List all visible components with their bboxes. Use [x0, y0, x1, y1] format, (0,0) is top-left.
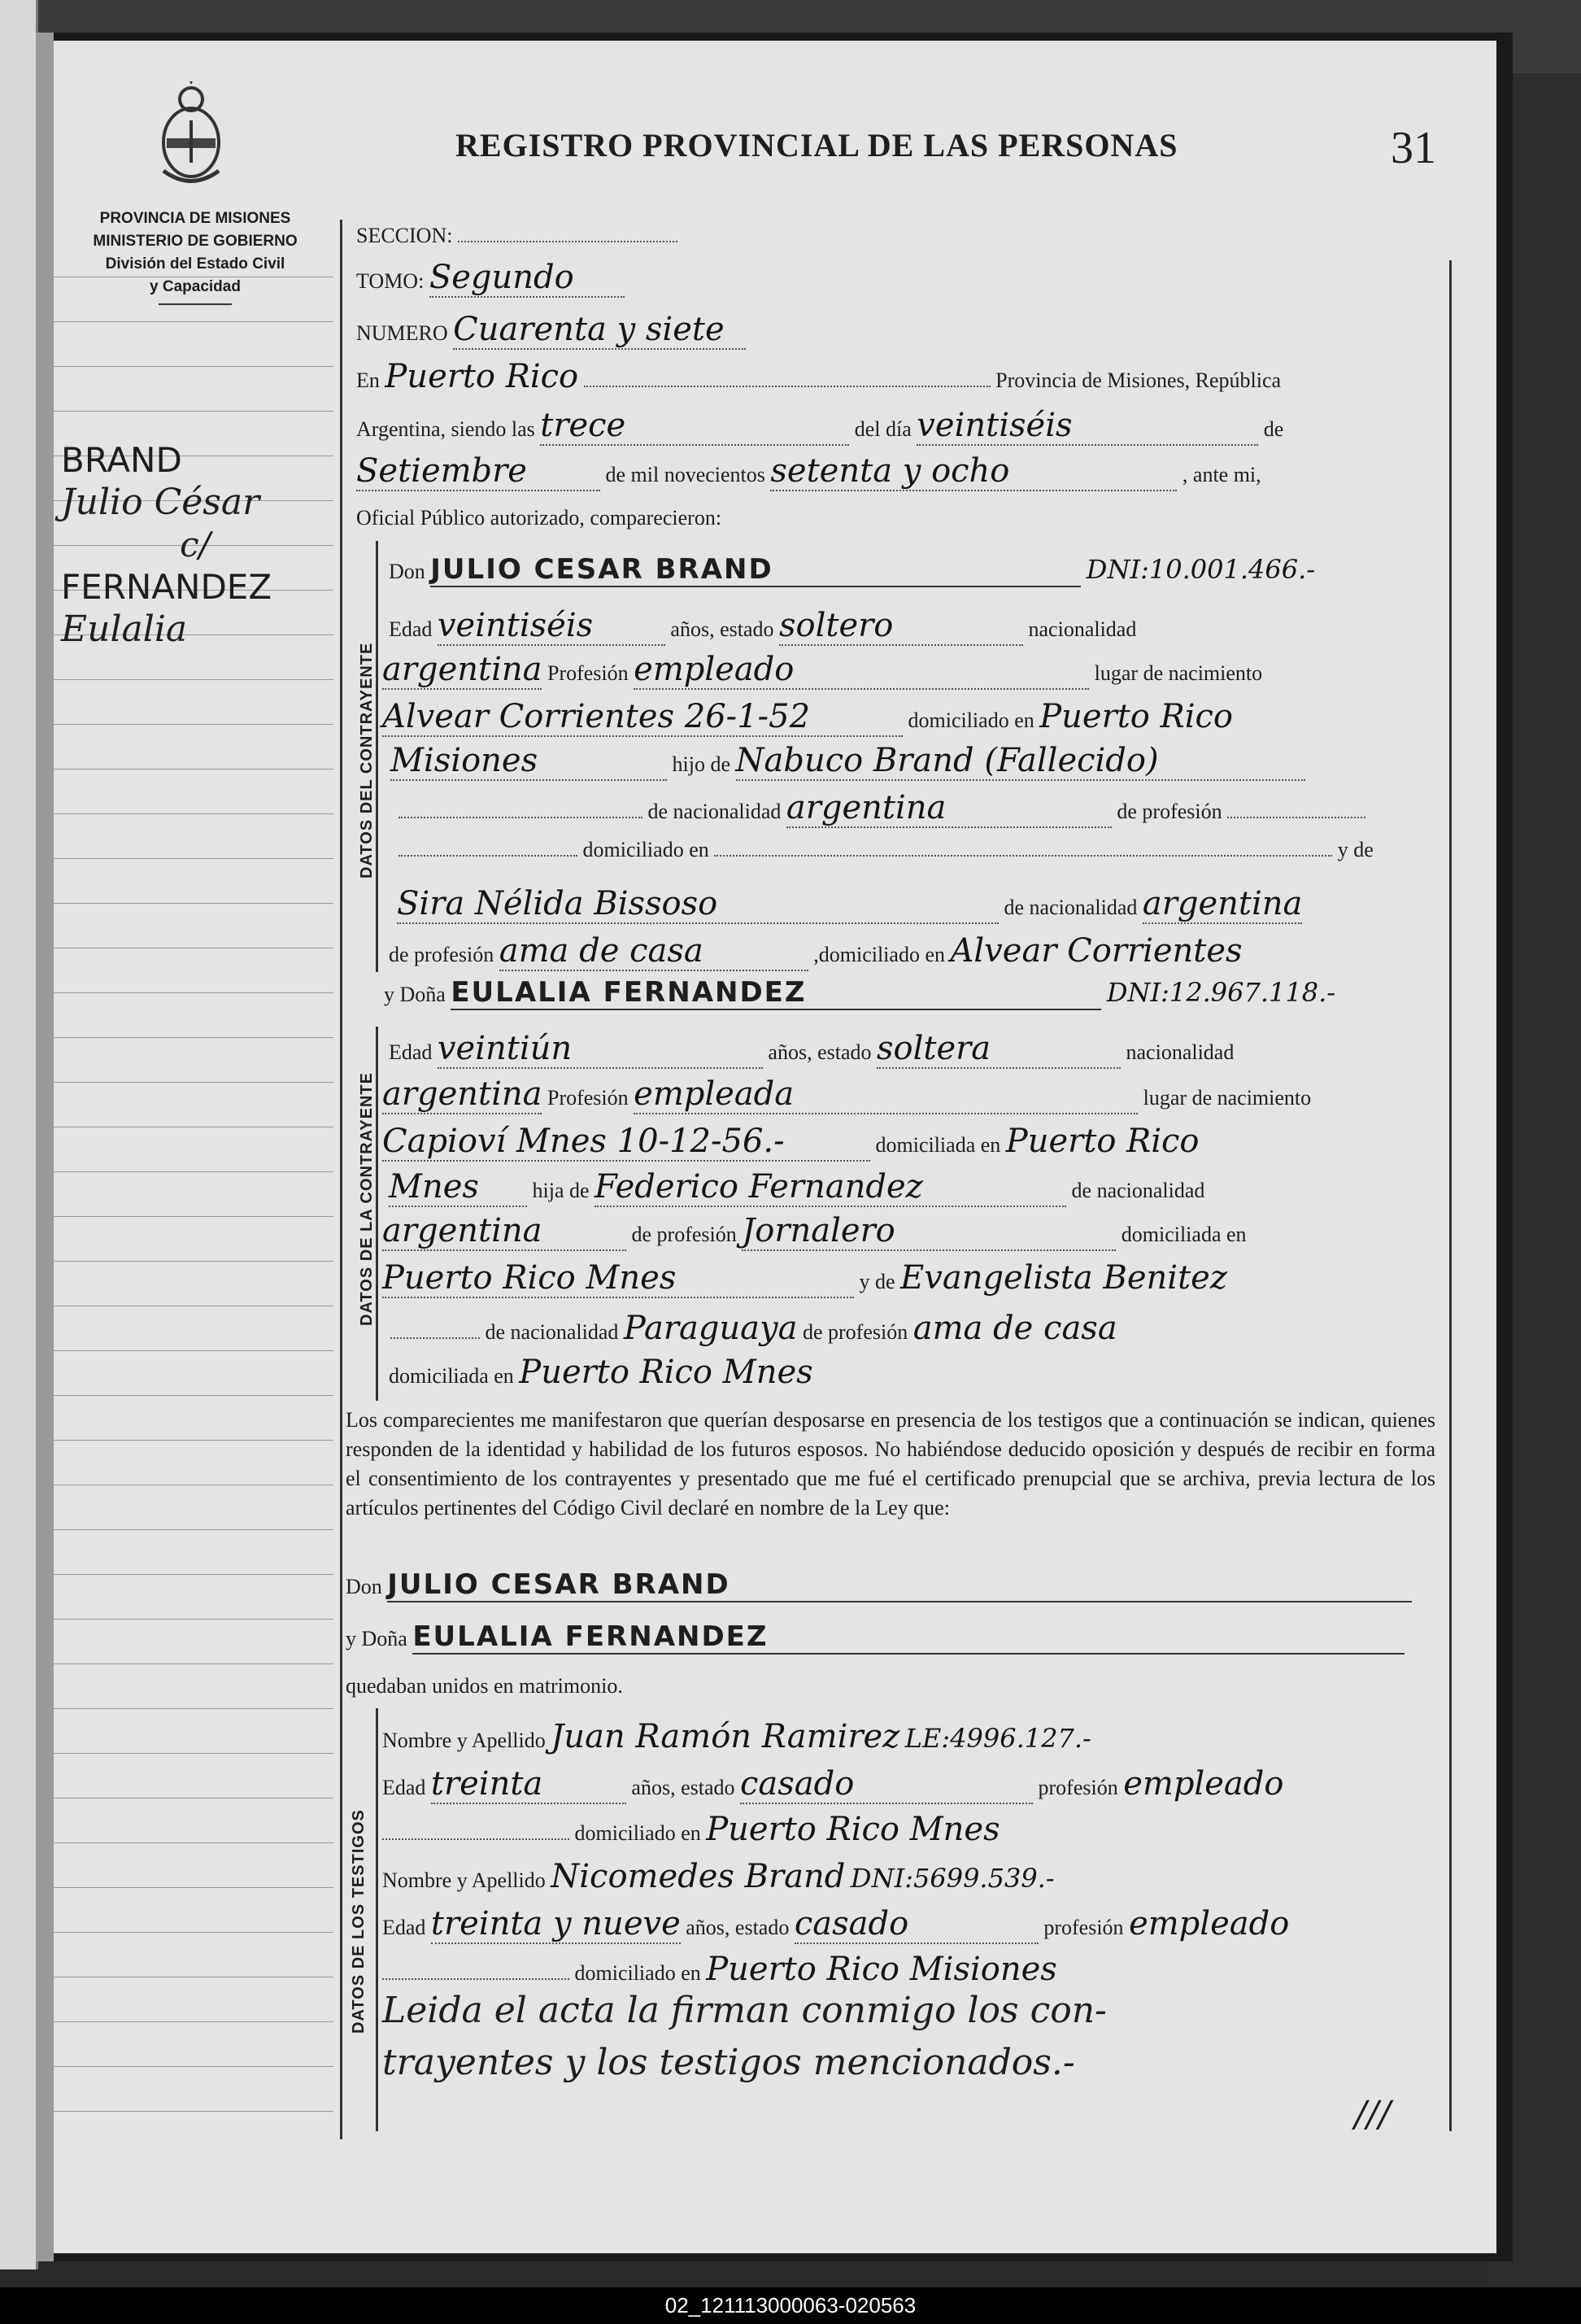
de-nacionalidad-label-2: de nacionalidad — [1071, 1179, 1205, 1202]
testigo2-nombre: Nicomedes Brand — [551, 1858, 846, 1895]
margin-name-2: Eulalia — [61, 608, 188, 650]
tomo-value: Segundo — [429, 259, 625, 298]
declaration-dona-row — [346, 1620, 1405, 1655]
testigo2-nombre-row — [382, 1858, 1055, 1895]
closing-statement — [382, 1985, 1439, 2141]
domiciliada-label: domiciliada en — [875, 1133, 1001, 1157]
contrayente-side-label: DATOS DEL CONTRAYENTE — [358, 642, 376, 879]
form-left-border — [340, 220, 342, 2139]
margin-rule-line — [49, 2111, 333, 2112]
testigo-domiciliado-label-2: domiciliado en — [574, 1961, 701, 1985]
testigo1-doc: LE:4996.127.- — [904, 1723, 1091, 1754]
margin-rule-line — [49, 366, 333, 367]
margin-rule-line — [49, 1619, 333, 1620]
mes-value: Setiembre — [356, 452, 600, 491]
profesion-label-2: Profesión — [547, 1086, 629, 1110]
don-label: Don — [389, 560, 425, 583]
contrayenta-dni: DNI:12.967.118.- — [1106, 977, 1336, 1008]
contrayenta-edad-row — [389, 1030, 1234, 1069]
org-province: PROVINCIA DE MISIONES — [99, 210, 291, 227]
closing-line-2: trayentes y los testigos mencionados.- — [382, 2042, 1075, 2083]
testigo2-profesion: empleado — [1129, 1905, 1290, 1942]
contrayente-domicilio-2: Misiones — [390, 742, 667, 781]
margin-rule-line — [49, 411, 333, 412]
contrayenta-profesion: empleada — [634, 1075, 1138, 1114]
padre-prof-blank — [1227, 817, 1365, 818]
numero-label: NUMERO — [356, 321, 448, 345]
margin-rule-line — [49, 1753, 333, 1754]
margin-rule-line — [49, 769, 333, 770]
testigo1-estado: casado — [740, 1765, 1033, 1804]
margin-rule-line — [49, 1798, 333, 1799]
fecha-row — [356, 452, 1261, 491]
contrayenta-domicilio: Puerto Rico — [1005, 1123, 1200, 1160]
form-right-border — [1449, 260, 1452, 2131]
contrayenta-estado: soltera — [877, 1030, 1121, 1069]
margin-rule-line — [49, 1529, 333, 1530]
contrayenta-madre-nac: Paraguaya — [623, 1310, 798, 1347]
padre-dom-label-2: domiciliada en — [1121, 1223, 1247, 1246]
testigo1-dom-row — [382, 1811, 1000, 1848]
madre-blank-2 — [390, 1337, 480, 1339]
margin-rule-line — [49, 903, 333, 904]
madre-dom-label-2: domiciliada en — [389, 1364, 514, 1388]
margin-annotation — [61, 439, 329, 651]
contrayente-padre-dom-row — [399, 838, 1374, 862]
closing-line-1: Leida el acta la firman conmigo los con- — [382, 1990, 1107, 2031]
declaration-dona-name: EULALIA FERNANDEZ — [412, 1620, 1405, 1655]
madre-dom-label: ,domiciliado en — [813, 943, 945, 966]
tomo-label: TOMO: — [356, 269, 425, 293]
contrayente-padre-nac-row — [399, 789, 1365, 828]
contrayente-profesion: empleado — [634, 651, 1089, 690]
margin-rule-line — [49, 2021, 333, 2022]
contrayenta-edad: veintiún — [438, 1030, 763, 1069]
testigo1-domicilio: Puerto Rico Mnes — [706, 1811, 1000, 1848]
dia-value: veintiséis — [917, 407, 1258, 446]
margin-rule-line — [49, 1395, 333, 1396]
margin-rule-line — [49, 1037, 333, 1038]
anio-value: setenta y ocho — [770, 452, 1177, 491]
contrayenta-padre-prof: Jornalero — [742, 1212, 1116, 1251]
contrayente-madre-dom: Alvear Corrientes — [950, 932, 1243, 970]
contrayente-prof-row — [382, 651, 1262, 690]
contrayenta-lugar-nac: Capioví Mnes 10-12-56.- — [382, 1123, 870, 1162]
anios-label: años, estado — [670, 617, 774, 641]
testigo-profesion-label-2: profesión — [1043, 1916, 1124, 1939]
org-division-sub: y Capacidad — [150, 278, 241, 295]
testigo1-profesion: empleado — [1123, 1765, 1284, 1803]
margin-rule-line — [49, 2066, 333, 2067]
margin-rule-line — [49, 1261, 333, 1262]
testigos-block-border — [376, 1708, 378, 2131]
contrayente-estado: soltero — [779, 607, 1023, 646]
page-number: 31 — [1391, 123, 1436, 173]
margin-connector: c/ — [180, 525, 211, 565]
contrayente-padre-row — [390, 742, 1305, 781]
contrayenta-nac-row — [382, 1123, 1200, 1162]
domiciliado2-label: domiciliado en — [582, 838, 709, 861]
contrayenta-madre-row — [382, 1259, 1227, 1298]
contrayente-nac-row — [382, 698, 1233, 737]
contrayenta-madre: Evangelista Benitez — [900, 1259, 1227, 1297]
anios-label-2: años, estado — [768, 1040, 872, 1064]
dona-label: y Doña — [384, 983, 446, 1006]
file-caption: 02_121113000063-020563 — [0, 2287, 1581, 2324]
contrayente-edad: veintiséis — [438, 607, 665, 646]
de-label: de — [1263, 417, 1284, 441]
margin-rule-line — [49, 724, 333, 725]
margin-rule-line — [49, 1574, 333, 1575]
provincia-label: Provincia de Misiones, República — [995, 368, 1282, 392]
madre-prof-label: de profesión — [389, 943, 494, 966]
de-nacionalidad-label: de nacionalidad — [647, 800, 782, 823]
argentina-label: Argentina, siendo las — [356, 417, 535, 441]
contrayenta-side-label: DATOS DE LA CONTRAYENTE — [358, 1072, 376, 1326]
testigo2-edad-row — [382, 1905, 1289, 1944]
margin-rule-line — [49, 1842, 333, 1843]
en-value: Puerto Rico — [385, 358, 579, 395]
mil-label: de mil novecientos — [605, 463, 765, 486]
testigo-domiciliado-label: domiciliado en — [574, 1821, 701, 1845]
contrayente-domicilio: Puerto Rico — [1039, 698, 1233, 735]
contrayente-madre-prof-row — [389, 932, 1243, 971]
hijo-label: hijo de — [672, 752, 730, 776]
contrayente-edad-row — [389, 607, 1136, 646]
testigo1-edad: treinta — [431, 1765, 626, 1804]
contrayenta-padre-nac: argentina — [382, 1212, 626, 1251]
testigo2-estado: casado — [795, 1905, 1039, 1944]
padre-dom-blank-b — [714, 855, 1332, 857]
testigo2-domicilio: Puerto Rico Misiones — [706, 1951, 1057, 1988]
declaration-paragraph: Los comparecientes me manifestaron que querían desposarse en presencia de los testigos que a continuación se indican, quienes responden de la identidad y habilidad de los futuros esposos. No habiéndose deducido oposición y después de recibir en forma el consentimiento de los contrayentes y presentado que me fué el certificado prenupcial que se archiva, previa lectura de los artículos pertinentes del Código Civil declaré en nombre de la Ley que: — [346, 1408, 1435, 1520]
testigo-nombre-label: Nombre y Apellido — [382, 1729, 546, 1752]
madre-nac-label-2: de nacionalidad — [485, 1320, 619, 1344]
testigo-nombre-label-2: Nombre y Apellido — [382, 1868, 546, 1892]
contrayente-dni: DNI:10.001.466.- — [1086, 554, 1316, 585]
testigo2-dom-blank — [382, 1978, 569, 1980]
testigo1-nombre: Juan Ramón Ramirez — [551, 1718, 900, 1755]
margin-rule-line — [49, 992, 333, 993]
contrayente-madre: Sira Nélida Bissoso — [397, 885, 999, 924]
contrayente-lugar-nac: Alvear Corrientes 26-1-52 — [382, 698, 903, 737]
declaration-don-name: JULIO CESAR BRAND — [387, 1568, 1412, 1602]
y-de-label-2: y de — [859, 1270, 895, 1293]
contrayente-name-row — [389, 553, 1315, 587]
testigo1-dom-blank — [382, 1838, 569, 1840]
numero-row — [356, 311, 746, 350]
contrayenta-madre-nac-row — [390, 1310, 1117, 1347]
margin-rule-line — [49, 679, 333, 680]
en-label: En — [356, 368, 380, 392]
testigo2-dom-row — [382, 1951, 1057, 1988]
tomo-row — [356, 259, 625, 298]
org-division: División del Estado Civil — [105, 255, 285, 273]
margin-rule-line — [49, 1440, 333, 1441]
numero-value: Cuarenta y siete — [453, 311, 746, 350]
contrayenta-madre-dom: Puerto Rico Mnes — [519, 1354, 813, 1391]
contrayenta-prof-row — [382, 1075, 1311, 1114]
edad-label: Edad — [389, 617, 433, 641]
lugar-nac-label-2: lugar de nacimiento — [1143, 1086, 1312, 1110]
margin-rule-line — [49, 1082, 333, 1083]
en-row — [356, 358, 1281, 395]
margin-surname-1: BRAND — [61, 440, 182, 480]
hora-row — [356, 407, 1283, 446]
testigo-edad-label-2: Edad — [382, 1916, 426, 1939]
lugar-nac-label: lugar de nacimiento — [1094, 661, 1263, 685]
padre-dom-blank-a — [399, 855, 577, 857]
contrayenta-name-row — [384, 976, 1335, 1010]
seccion-row — [356, 224, 677, 248]
argentina-coat-of-arms-icon — [150, 81, 232, 187]
testigo2-edad: treinta y nueve — [430, 1905, 681, 1942]
de-profesion-label-2: de profesión — [631, 1223, 737, 1246]
contrayenta-padre-dom: Puerto Rico Mnes — [382, 1259, 854, 1298]
testigo2-doc: DNI:5699.539.- — [850, 1863, 1055, 1894]
testigo1-edad-row — [382, 1765, 1283, 1804]
y-de-label: y de — [1337, 838, 1374, 861]
margin-rule-line — [49, 813, 333, 814]
margin-rule-line — [49, 1216, 333, 1217]
en-field-line — [584, 386, 991, 387]
nacionalidad-label-2: nacionalidad — [1126, 1040, 1235, 1064]
hija-label: hija de — [532, 1179, 590, 1202]
margin-rule-line — [49, 858, 333, 859]
de-profesion-label: de profesión — [1117, 800, 1222, 823]
margin-surname-2: FERNANDEZ — [61, 567, 272, 607]
contrayenta-padre-row — [389, 1168, 1204, 1207]
margin-rule-line — [49, 321, 333, 322]
edad-label-2: Edad — [389, 1040, 433, 1064]
oficial-label: Oficial Público autorizado, comparecieron: — [356, 506, 722, 530]
declaration-don-row — [346, 1568, 1412, 1602]
contrayente-name: JULIO CESAR BRAND — [430, 553, 1081, 587]
margin-rule-line — [49, 1932, 333, 1933]
ante-mi-label: , ante mi, — [1182, 463, 1261, 486]
margin-rule-line — [49, 1350, 333, 1351]
contrayente-madre-nac: argentina — [1142, 885, 1303, 922]
padre-blank — [399, 817, 642, 818]
contrayenta-padre: Federico Fernandez — [595, 1168, 1066, 1207]
margin-rule-line — [49, 1887, 333, 1888]
del-dia-label: del día — [854, 417, 912, 441]
contrayente-madre-prof: ama de casa — [499, 932, 808, 971]
domiciliado-label: domiciliado en — [908, 709, 1034, 732]
testigo-anios-label-2: años, estado — [686, 1916, 790, 1939]
margin-rule-line — [49, 1708, 333, 1709]
madre-nac-label: de nacionalidad — [1004, 896, 1138, 919]
contrayenta-madre-dom-row — [389, 1354, 813, 1391]
contrayente-padre: Nabuco Brand (Fallecido) — [736, 742, 1305, 781]
facing-page-edge — [0, 0, 38, 2269]
closing-mark: /// — [1354, 2094, 1391, 2135]
declaration-dona-label: y Doña — [346, 1627, 407, 1650]
madre-prof-label-2: de profesión — [802, 1320, 908, 1344]
seccion-label: SECCION: — [356, 224, 453, 247]
oficial-row — [356, 506, 721, 530]
contrayente-nacionalidad: argentina — [382, 651, 542, 688]
profesion-label: Profesión — [547, 661, 629, 685]
contrayenta-name: EULALIA FERNANDEZ — [451, 976, 1101, 1010]
seccion-field — [458, 241, 677, 242]
testigo-edad-label: Edad — [382, 1776, 426, 1799]
contrayente-padre-nac: argentina — [786, 789, 1112, 828]
quedaban-text: quedaban unidos en matrimonio. — [346, 1674, 623, 1698]
contrayente-madre-row — [397, 885, 1302, 924]
margin-rule-line — [49, 1171, 333, 1172]
nacionalidad-label: nacionalidad — [1028, 617, 1137, 641]
margin-rule-line — [49, 1663, 333, 1664]
testigo-anios-label: años, estado — [631, 1776, 735, 1799]
declaration-don-label: Don — [346, 1575, 382, 1598]
contrayenta-padre-prof-row — [382, 1212, 1247, 1251]
org-ministry: MINISTERIO DE GOBIERNO — [93, 233, 298, 250]
contrayenta-domicilio-2: Mnes — [389, 1168, 527, 1207]
hora-value: trece — [540, 407, 849, 446]
testigo-profesion-label: profesión — [1038, 1776, 1118, 1799]
quedaban-row — [346, 1674, 623, 1698]
testigos-side-label: DATOS DE LOS TESTIGOS — [350, 1809, 368, 2034]
contrayenta-madre-prof: ama de casa — [912, 1310, 1117, 1347]
testigo1-nombre-row — [382, 1718, 1091, 1755]
contrayenta-nacionalidad: argentina — [382, 1075, 542, 1113]
margin-name-1: Julio César — [61, 482, 260, 523]
page-title: REGISTRO PROVINCIAL DE LAS PERSONAS — [455, 127, 1178, 164]
